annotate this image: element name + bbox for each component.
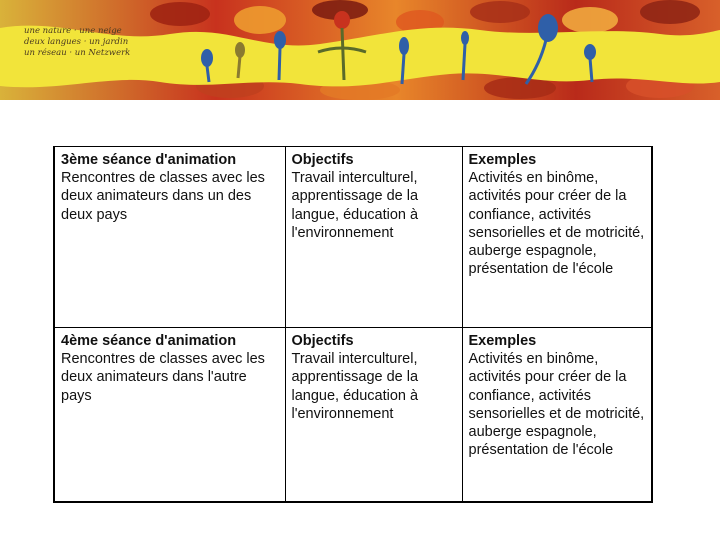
table-cell-session <box>54 147 285 328</box>
logo-line: un réseau · un Netzwerk <box>24 48 131 58</box>
logo-line: deux langues · un jardin <box>24 37 129 47</box>
activities-table <box>53 146 653 503</box>
cell-text: Rencontres de classes avec les deux animateurs dans un des deux pays <box>61 170 265 223</box>
table-cell-examples <box>462 147 652 328</box>
header-banner <box>0 0 720 100</box>
logo-line: une nature · une neige <box>24 26 122 36</box>
cell-text: Travail interculturel, apprentissage de la langue, éducation à l'environnement <box>291 170 419 241</box>
logo-text <box>24 26 134 59</box>
table-cell-objectives <box>285 328 462 503</box>
cell-heading: Exemples <box>468 333 537 349</box>
cell-text: Activités en binôme, activités pour créer de la confiance, activités sensorielles et de motricité, auberge espagnole, présentation de l'école <box>468 351 645 459</box>
cell-heading: Objectifs <box>291 333 354 349</box>
cell-heading: Objectifs <box>291 152 354 168</box>
cell-heading: Exemples <box>468 152 537 168</box>
table-row <box>54 328 652 503</box>
table-cell-session <box>54 328 285 503</box>
table-cell-examples <box>462 328 652 503</box>
table-cell-objectives <box>285 147 462 328</box>
table-row <box>54 147 652 328</box>
cell-text: Travail interculturel, apprentissage de la langue, éducation à l'environnement <box>291 351 419 422</box>
cell-text: Activités en binôme, activités pour créer de la confiance, activités sensorielles et de motricité, auberge espagnole, présentation de l'école <box>468 170 645 278</box>
cell-heading: 3ème séance d'animation <box>61 152 237 168</box>
cell-text: Rencontres de classes avec les deux animateurs dans l'autre pays <box>61 351 265 404</box>
cell-heading: 4ème séance d'animation <box>61 333 237 349</box>
